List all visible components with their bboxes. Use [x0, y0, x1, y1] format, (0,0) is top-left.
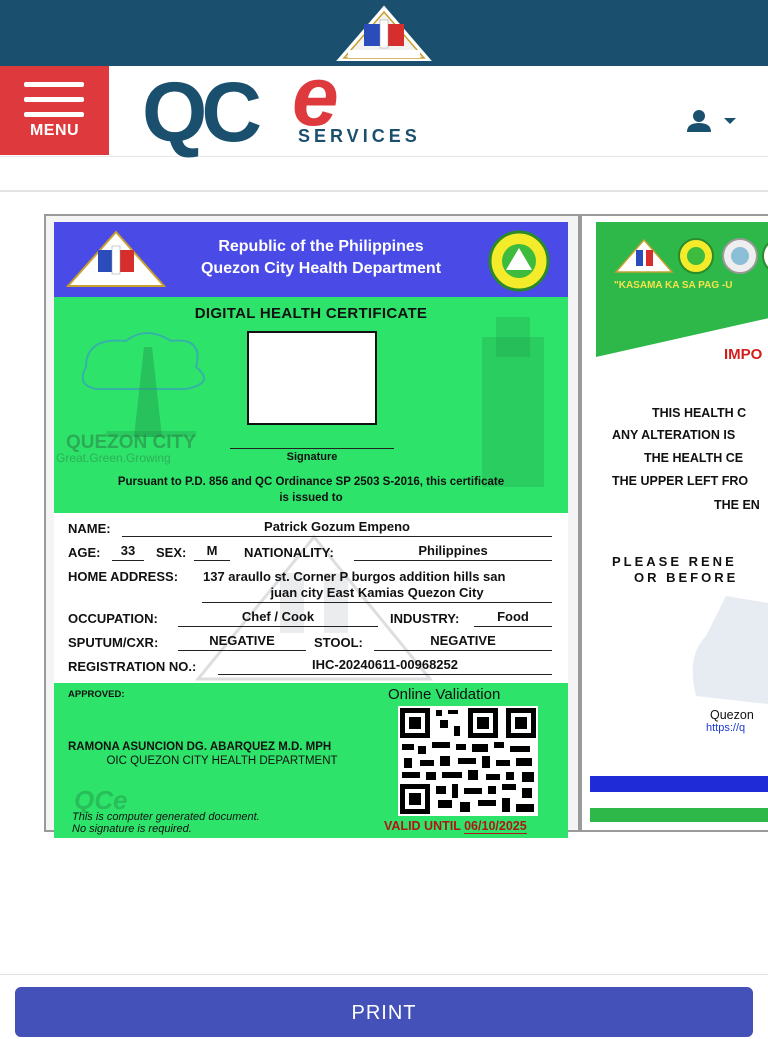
name-value: Patrick Gozum Empeno — [122, 519, 552, 537]
valid-until — [384, 819, 527, 833]
certificate-title: DIGITAL HEALTH CERTIFICATE — [194, 305, 428, 322]
sputum-label: SPUTUM/CXR: — [68, 635, 159, 650]
online-validation-label: Online Validation — [388, 686, 501, 703]
logo-services: SERVICES — [298, 126, 421, 146]
top-banner — [0, 0, 768, 66]
signature-label: Signature — [286, 451, 338, 463]
nationality-label: NATIONALITY: — [244, 545, 334, 560]
back-blue-stripe — [590, 776, 768, 792]
hamburger-icon-bar — [24, 112, 84, 117]
please-renew-line2: OR BEFORE — [634, 570, 739, 585]
logo-e: e — [292, 49, 339, 143]
back-line-4: THE UPPER LEFT FRO — [612, 474, 749, 488]
stool-value: NEGATIVE — [374, 633, 552, 651]
name-label: NAME: — [68, 521, 111, 536]
map-watermark-icon — [686, 596, 768, 706]
nationality-value: Philippines — [354, 543, 552, 561]
valid-until-label: VALID UNTIL — [384, 819, 461, 833]
officer-name: RAMONA ASUNCION DG. ABARQUEZ M.D. MPH — [68, 741, 332, 753]
officer-title: OIC QUEZON CITY HEALTH DEPARTMENT — [106, 755, 338, 767]
qce-watermark-logo: QCe — [74, 785, 128, 815]
certificate-approval-section — [54, 683, 568, 838]
certificate-back-frame — [580, 214, 768, 832]
please-renew-line1: PLEASE RENE — [612, 554, 737, 569]
quezon-link-text: Quezon — [710, 708, 754, 722]
disclaimer-line2: No signature is required. — [72, 823, 192, 835]
stool-label: STOOL: — [314, 635, 363, 650]
health-certificate — [54, 222, 568, 838]
user-menu-button[interactable] — [686, 110, 740, 139]
hamburger-icon-bar — [24, 97, 84, 102]
industry-value: Food — [474, 609, 552, 627]
caret-down-icon — [724, 118, 736, 124]
qc-seal-icon — [330, 2, 438, 64]
header-department: Quezon City Health Department — [200, 260, 442, 277]
back-line-2: ANY ALTERATION IS — [612, 428, 736, 442]
qc-seal-icon — [66, 230, 166, 288]
health-department-seal-icon — [480, 230, 558, 292]
valid-until-date: 06/10/2025 — [464, 819, 527, 833]
important-heading: IMPO — [724, 346, 763, 363]
photo-placeholder — [247, 331, 377, 425]
registration-value: IHC-20240611-00968252 — [218, 657, 552, 675]
section-divider — [0, 190, 768, 192]
sex-value: M — [194, 543, 230, 561]
navbar — [0, 49, 768, 159]
back-green-stripe — [590, 808, 768, 822]
approved-label: APPROVED: — [68, 689, 125, 700]
quezon-url[interactable]: https://q — [706, 722, 746, 734]
sex-label: SEX: — [156, 545, 187, 560]
header-republic: Republic of the Philippines — [218, 238, 424, 255]
certificate-header — [54, 222, 568, 297]
certificate-details — [54, 513, 568, 683]
sputum-value: NEGATIVE — [178, 633, 306, 651]
occupation-label: OCCUPATION: — [68, 611, 158, 626]
age-label: AGE: — [68, 545, 101, 560]
partner-logos-icon — [614, 236, 768, 276]
home-address-line2: juan city East Kamias Quezon City — [202, 585, 552, 603]
logo-qc: QC — [142, 65, 256, 159]
back-card-header — [596, 222, 768, 357]
occupation-value: Chef / Cook — [178, 609, 378, 627]
print-button[interactable]: PRINT — [15, 987, 753, 1037]
certificate-photo-section — [54, 297, 568, 513]
home-address-line1: 137 araullo st. Corner P burgos addition hills san — [203, 569, 506, 584]
signature-line — [230, 448, 394, 449]
industry-label: INDUSTRY: — [390, 611, 460, 626]
kasama-slogan: "KASAMA KA SA PAG -U — [614, 280, 733, 291]
hamburger-icon — [24, 82, 84, 87]
menu-label: MENU — [29, 122, 80, 139]
registration-label: REGISTRATION NO.: — [68, 659, 197, 674]
footer-divider — [0, 974, 768, 975]
disclaimer-line1: This is computer generated document. — [72, 811, 260, 823]
user-icon — [686, 110, 740, 134]
qr-code-icon[interactable] — [398, 706, 538, 816]
pursuant-text: Pursuant to P.D. 856 and QC Ordinance SP 2503 S-2016, this certificate is issued to — [117, 476, 505, 504]
menu-button[interactable] — [0, 66, 109, 155]
home-address-label: HOME ADDRESS: — [68, 569, 179, 584]
quezon-memorial-watermark-icon — [462, 297, 568, 497]
watermark-tagline: Great.Green.Growing — [56, 451, 171, 465]
back-line-1: THIS HEALTH C — [652, 406, 747, 420]
age-value: 33 — [112, 543, 144, 561]
back-line-5: THE EN — [714, 498, 760, 512]
back-line-3: THE HEALTH CE — [644, 451, 744, 465]
watermark-city: QUEZON CITY — [66, 432, 196, 453]
